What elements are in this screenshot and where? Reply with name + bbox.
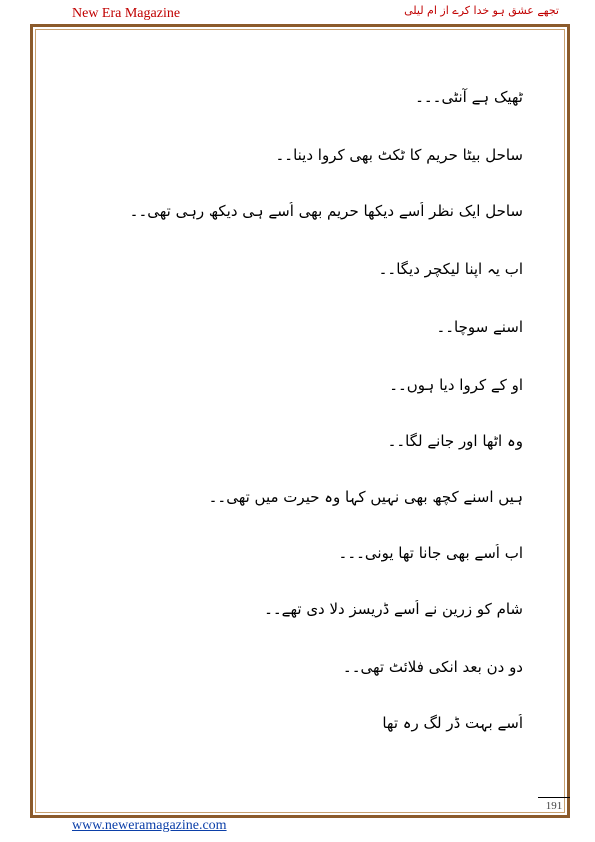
- text-line: اب یہ اپنا لیکچر دیگا۔۔: [378, 260, 523, 278]
- text-line: او کے کروا دیا ہوں۔۔: [389, 376, 523, 394]
- magazine-name: New Era Magazine: [72, 6, 181, 21]
- website-link[interactable]: www.neweramagazine.com: [72, 818, 227, 833]
- text-line: اسنے سوچا۔۔: [436, 318, 523, 336]
- text-line: دو دن بعد انکی فلائٹ تھی۔۔: [342, 658, 523, 676]
- text-line: اب اُسے بھی جانا تھا یونی۔۔۔: [338, 544, 523, 562]
- text-line: وہ اٹھا اور جانے لگا۔۔: [387, 432, 523, 450]
- text-line: ہیں اسنے کچھ بھی نہیں کہا وہ حیرت میں تھی۔۔: [208, 488, 523, 506]
- text-line: ساحل ایک نظر اُسے دیکھا حریم بھی اُسے ہی دیکھ رہی تھی۔۔: [129, 202, 523, 220]
- novel-title: تجھے عشق ہو خدا کرے از ام لیلی: [404, 4, 559, 17]
- text-line: ساحل بیٹا حریم کا ٹکٹ بھی کروا دینا۔۔: [275, 146, 523, 164]
- page-frame: [30, 24, 570, 818]
- page-number: 191: [538, 797, 570, 815]
- text-line: ٹھیک ہے آنٹی۔۔۔: [415, 88, 523, 106]
- text-line: اُسے بہت ڈر لگ رہ تھا: [382, 714, 523, 732]
- text-line: شام کو زرین نے اُسے ڈریسز دلا دی تھے۔۔: [264, 600, 523, 618]
